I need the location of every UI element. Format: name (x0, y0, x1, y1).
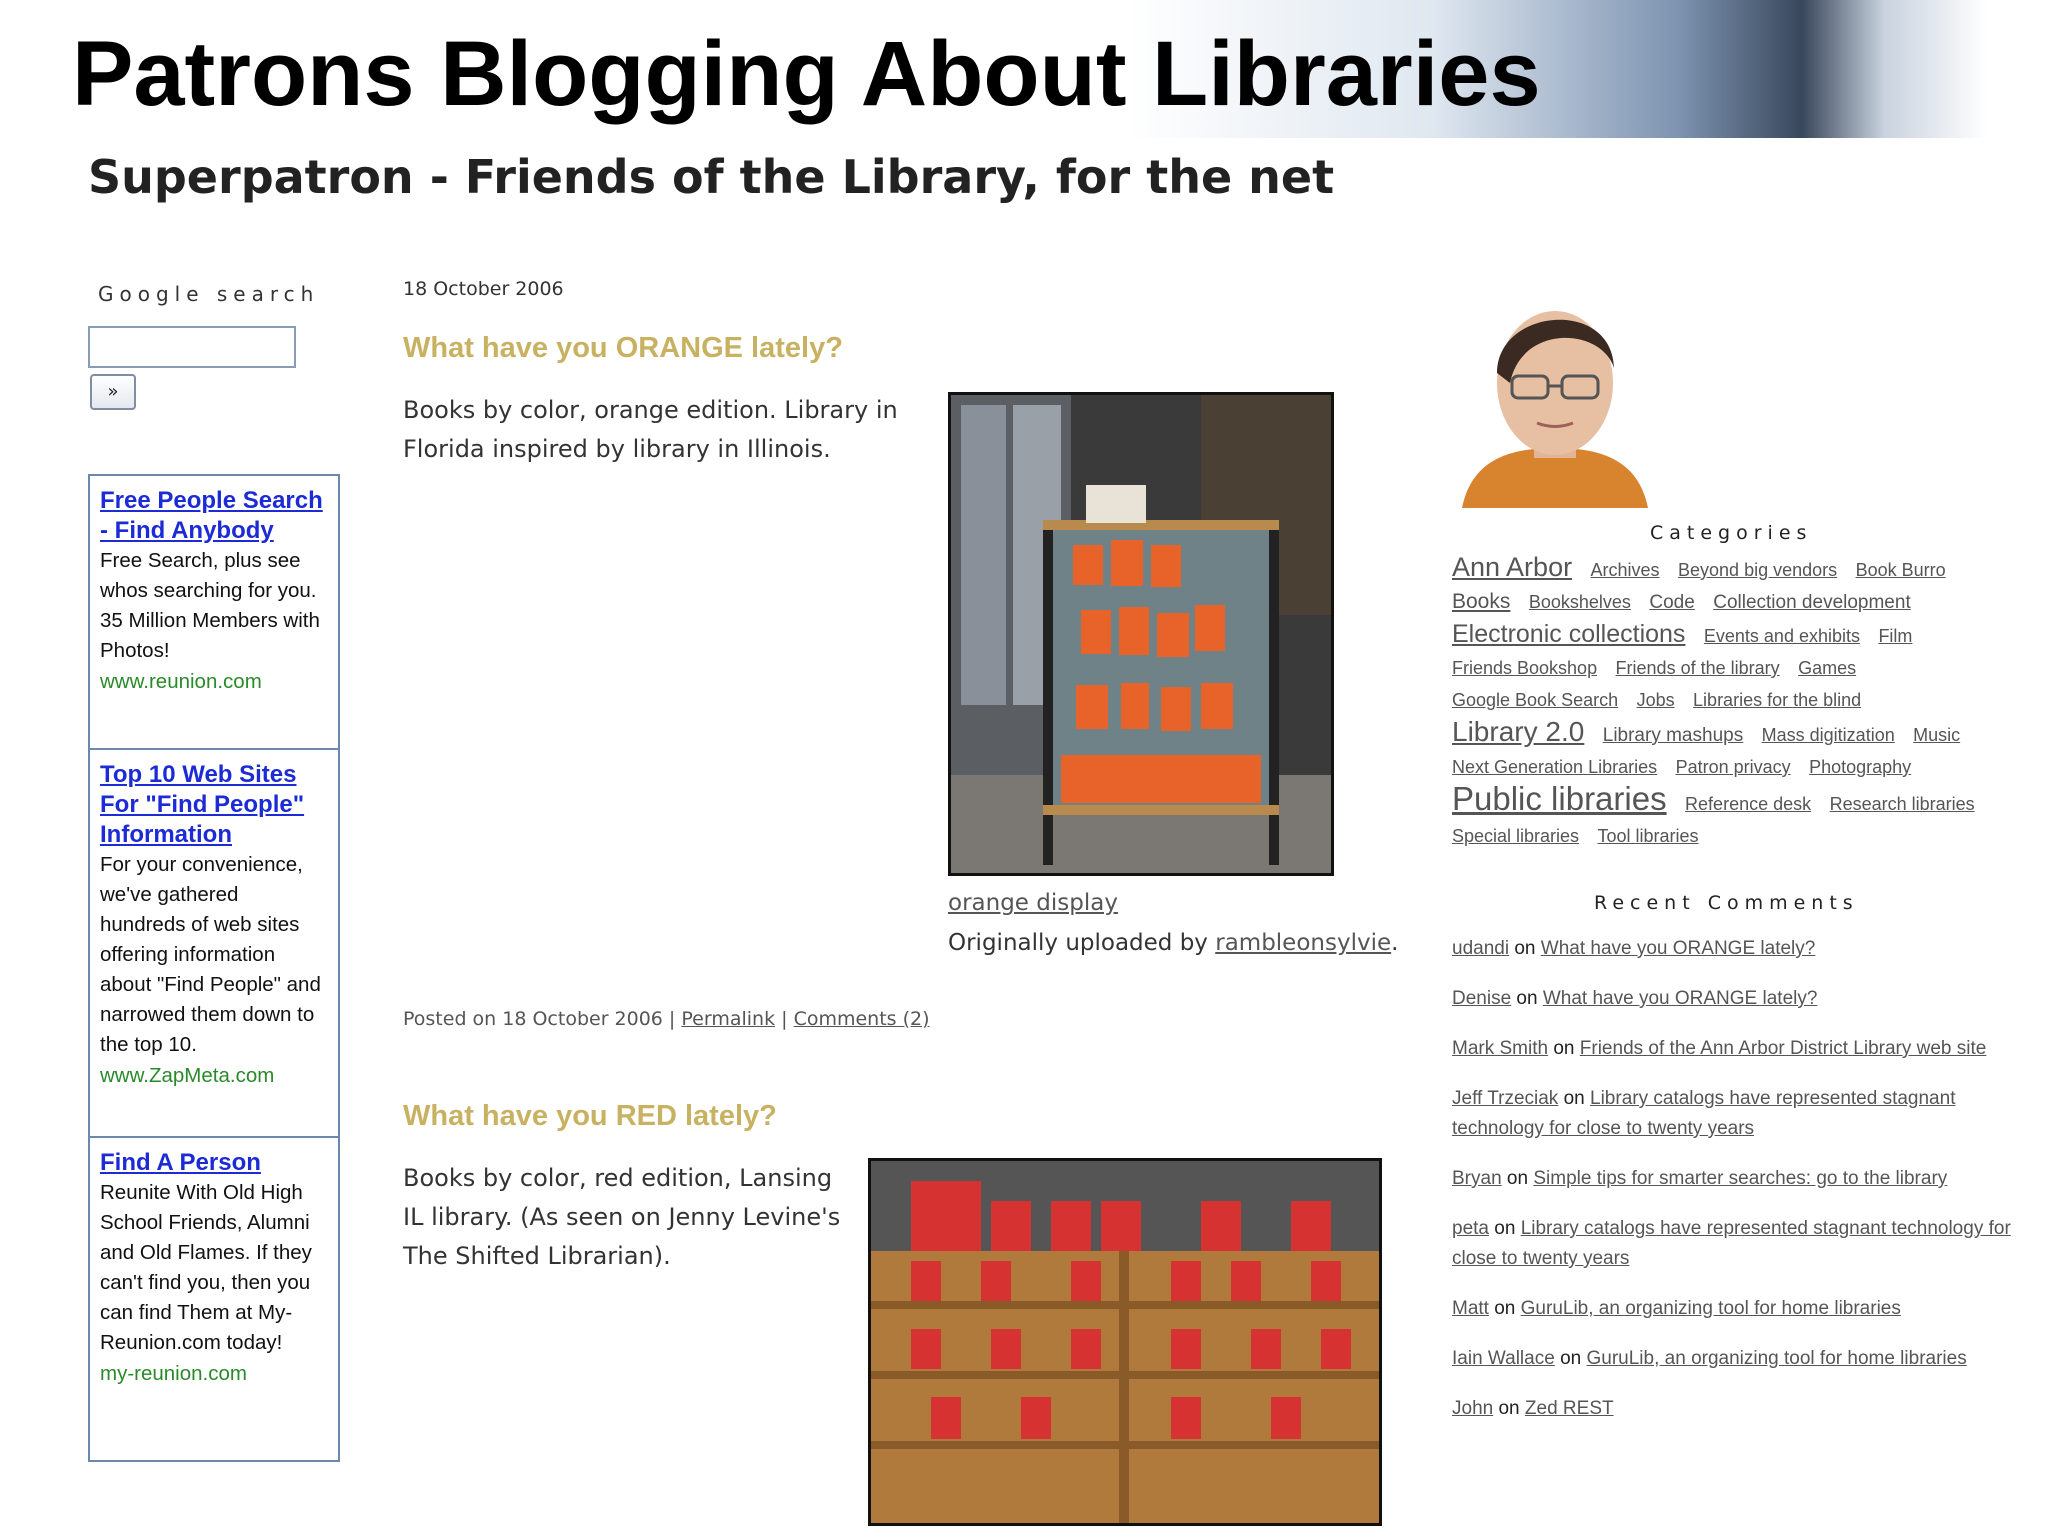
ad-title-link[interactable]: Top 10 Web Sites For "Find People" Information (100, 761, 305, 848)
comment-post-link[interactable]: What have you ORANGE lately? (1542, 988, 1818, 1009)
category-tag-link[interactable]: Jobs (1636, 690, 1675, 710)
orange-display-image (951, 395, 1331, 873)
comment-post-link[interactable]: GuruLib, an organizing tool for home libraries (1520, 1298, 1901, 1319)
comment-on-word: on (1554, 1348, 1587, 1369)
uploader-link[interactable]: rambleonsylvie (1215, 930, 1392, 956)
category-tag-link[interactable]: Books (1452, 590, 1511, 613)
categories-tag-cloud (1452, 552, 2020, 853)
category-tag-link[interactable]: Research libraries (1829, 794, 1975, 814)
comment-on-word: on (1488, 1218, 1521, 1239)
comment-author-link[interactable]: Jeff Trzeciak (1452, 1088, 1559, 1109)
recent-comments-heading: Recent Comments (1594, 892, 1859, 914)
category-tag-link[interactable]: Friends Bookshop (1452, 658, 1598, 678)
comment-author-link[interactable]: Matt (1452, 1298, 1489, 1319)
category-tag-link[interactable]: Google Book Search (1452, 690, 1619, 710)
recent-comment-item (1452, 1084, 2012, 1144)
ad-item (90, 748, 338, 1136)
category-tag-link[interactable]: Next Generation Libraries (1452, 757, 1658, 777)
comment-author-link[interactable]: Mark Smith (1452, 1038, 1549, 1059)
comment-author-link[interactable]: Bryan (1452, 1168, 1502, 1189)
google-search-heading: Google search (98, 282, 320, 306)
comment-post-link[interactable]: Simple tips for smarter searches: go to the library (1533, 1168, 1948, 1189)
category-tag-link[interactable]: Collection development (1713, 592, 1911, 613)
comment-on-word: on (1501, 1168, 1534, 1189)
ad-item (90, 476, 338, 748)
post-meta: Posted on 18 October 2006 | Permalink | Comments (2) (403, 1008, 930, 1030)
blog-title[interactable]: Superpatron - Friends of the Library, for the net (88, 150, 1335, 204)
recent-comment-item (1452, 934, 2012, 964)
recent-comment-item (1452, 1164, 2012, 1194)
comment-author-link[interactable]: Iain Wallace (1452, 1348, 1555, 1369)
red-display-image (871, 1161, 1379, 1523)
ad-text: For your convenience, we've gathered hundreds of web sites offering information about "Find People" and narrowed them down to the top 10. (100, 853, 321, 1056)
category-tag-link[interactable]: Photography (1809, 757, 1912, 777)
recent-comments-list (1452, 934, 2012, 1444)
post-body-text: Books by color, orange edition. Library in Florida inspired by library in Illinois. (403, 396, 898, 463)
recent-comment-item (1452, 1294, 2012, 1324)
category-tag-link[interactable]: Games (1798, 658, 1857, 678)
category-tag-link[interactable]: Library 2.0 (1452, 716, 1585, 747)
post-title-link[interactable]: What have you RED lately? (403, 1100, 777, 1132)
recent-comment-item (1452, 1344, 2012, 1374)
comment-post-link[interactable]: What have you ORANGE lately? (1540, 938, 1816, 959)
comment-on-word: on (1509, 938, 1541, 959)
post-date: 18 October 2006 (403, 278, 564, 300)
category-tag-link[interactable]: Reference desk (1685, 794, 1812, 814)
category-tag-link[interactable]: Ann Arbor (1452, 552, 1573, 582)
ad-title-link[interactable]: Find A Person (100, 1149, 261, 1176)
red-display-photo[interactable] (868, 1158, 1382, 1526)
comment-author-link[interactable]: John (1452, 1398, 1494, 1419)
comment-post-link[interactable]: GuruLib, an organizing tool for home libraries (1586, 1348, 1967, 1369)
categories-heading: Categories (1650, 522, 1813, 544)
ad-item (90, 1136, 338, 1460)
comment-on-word: on (1493, 1398, 1525, 1419)
ad-text: Free Search, plus see whos searching for you. 35 Million Members with Photos! (100, 549, 320, 662)
category-tag-link[interactable]: Special libraries (1452, 826, 1580, 846)
ad-url[interactable]: www.ZapMeta.com (100, 1064, 275, 1087)
recent-comment-item (1452, 1214, 2012, 1274)
category-tag-link[interactable]: Electronic collections (1452, 620, 1686, 648)
comment-on-word: on (1548, 1038, 1580, 1059)
post-body-text: Books by color, red edition, Lansing IL library. (As seen on Jenny Levine's The Shifted Librarian). (403, 1164, 841, 1270)
comment-post-link[interactable]: Library catalogs have represented stagnant technology for close to twenty years (1452, 1088, 1956, 1139)
category-tag-link[interactable]: Film (1878, 626, 1913, 646)
category-tag-link[interactable]: Archives (1590, 560, 1660, 580)
comment-post-link[interactable]: Library catalogs have represented stagnant technology for close to twenty years (1452, 1218, 2011, 1269)
category-tag-link[interactable]: Beyond big vendors (1678, 560, 1838, 580)
category-tag-link[interactable]: Events and exhibits (1703, 626, 1860, 646)
orange-display-photo[interactable] (948, 392, 1334, 876)
google-search-button[interactable]: » (90, 374, 136, 410)
category-tag-link[interactable]: Patron privacy (1675, 757, 1791, 777)
category-tag-link[interactable]: Mass digitization (1761, 725, 1895, 745)
slide-title: Patrons Blogging About Libraries (72, 23, 1541, 125)
comment-on-word: on (1511, 988, 1543, 1009)
comment-on-word: on (1488, 1298, 1521, 1319)
category-tag-link[interactable]: Music (1913, 725, 1961, 745)
category-tag-link[interactable]: Code (1649, 592, 1695, 613)
category-tag-link[interactable]: Libraries for the blind (1693, 690, 1862, 710)
ad-text: Reunite With Old High School Friends, Alumni and Old Flames. If they can't find you, then you can find Them at My-Reunion.com today! (100, 1181, 312, 1354)
comment-author-link[interactable]: udandi (1452, 938, 1510, 959)
comment-author-link[interactable]: peta (1452, 1218, 1489, 1239)
category-tag-link[interactable]: Book Burro (1855, 560, 1946, 580)
ads-box (88, 474, 340, 1462)
comment-post-link[interactable]: Zed REST (1524, 1398, 1614, 1419)
author-avatar (1452, 288, 1658, 508)
category-tag-link[interactable]: Tool libraries (1597, 826, 1699, 846)
ad-title-link[interactable]: Free People Search - Find Anybody (100, 487, 323, 544)
comment-on-word: on (1558, 1088, 1591, 1109)
recent-comment-item (1452, 1034, 2012, 1064)
category-tag-link[interactable]: Bookshelves (1528, 592, 1631, 612)
category-tag-link[interactable]: Friends of the library (1615, 658, 1780, 678)
post-title-link[interactable]: What have you ORANGE lately? (403, 332, 843, 364)
comment-author-link[interactable]: Denise (1452, 988, 1512, 1009)
comments-link[interactable]: Comments (2) (793, 1008, 930, 1030)
uploaded-by-line: Originally uploaded by rambleonsylvie. (948, 930, 1399, 956)
category-tag-link[interactable]: Public libraries (1452, 780, 1667, 817)
photo-caption-link[interactable]: orange display (948, 890, 1118, 916)
google-search-input[interactable] (88, 326, 296, 368)
permalink-link[interactable]: Permalink (681, 1008, 776, 1030)
recent-comment-item (1452, 1394, 2012, 1424)
author-photo (1452, 288, 1658, 508)
comment-post-link[interactable]: Friends of the Ann Arbor District Library web site (1579, 1038, 1987, 1059)
ad-url[interactable]: my-reunion.com (100, 1362, 247, 1385)
category-tag-link[interactable]: Library mashups (1602, 725, 1744, 746)
ad-url[interactable]: www.reunion.com (100, 670, 262, 693)
recent-comment-item (1452, 984, 2012, 1014)
